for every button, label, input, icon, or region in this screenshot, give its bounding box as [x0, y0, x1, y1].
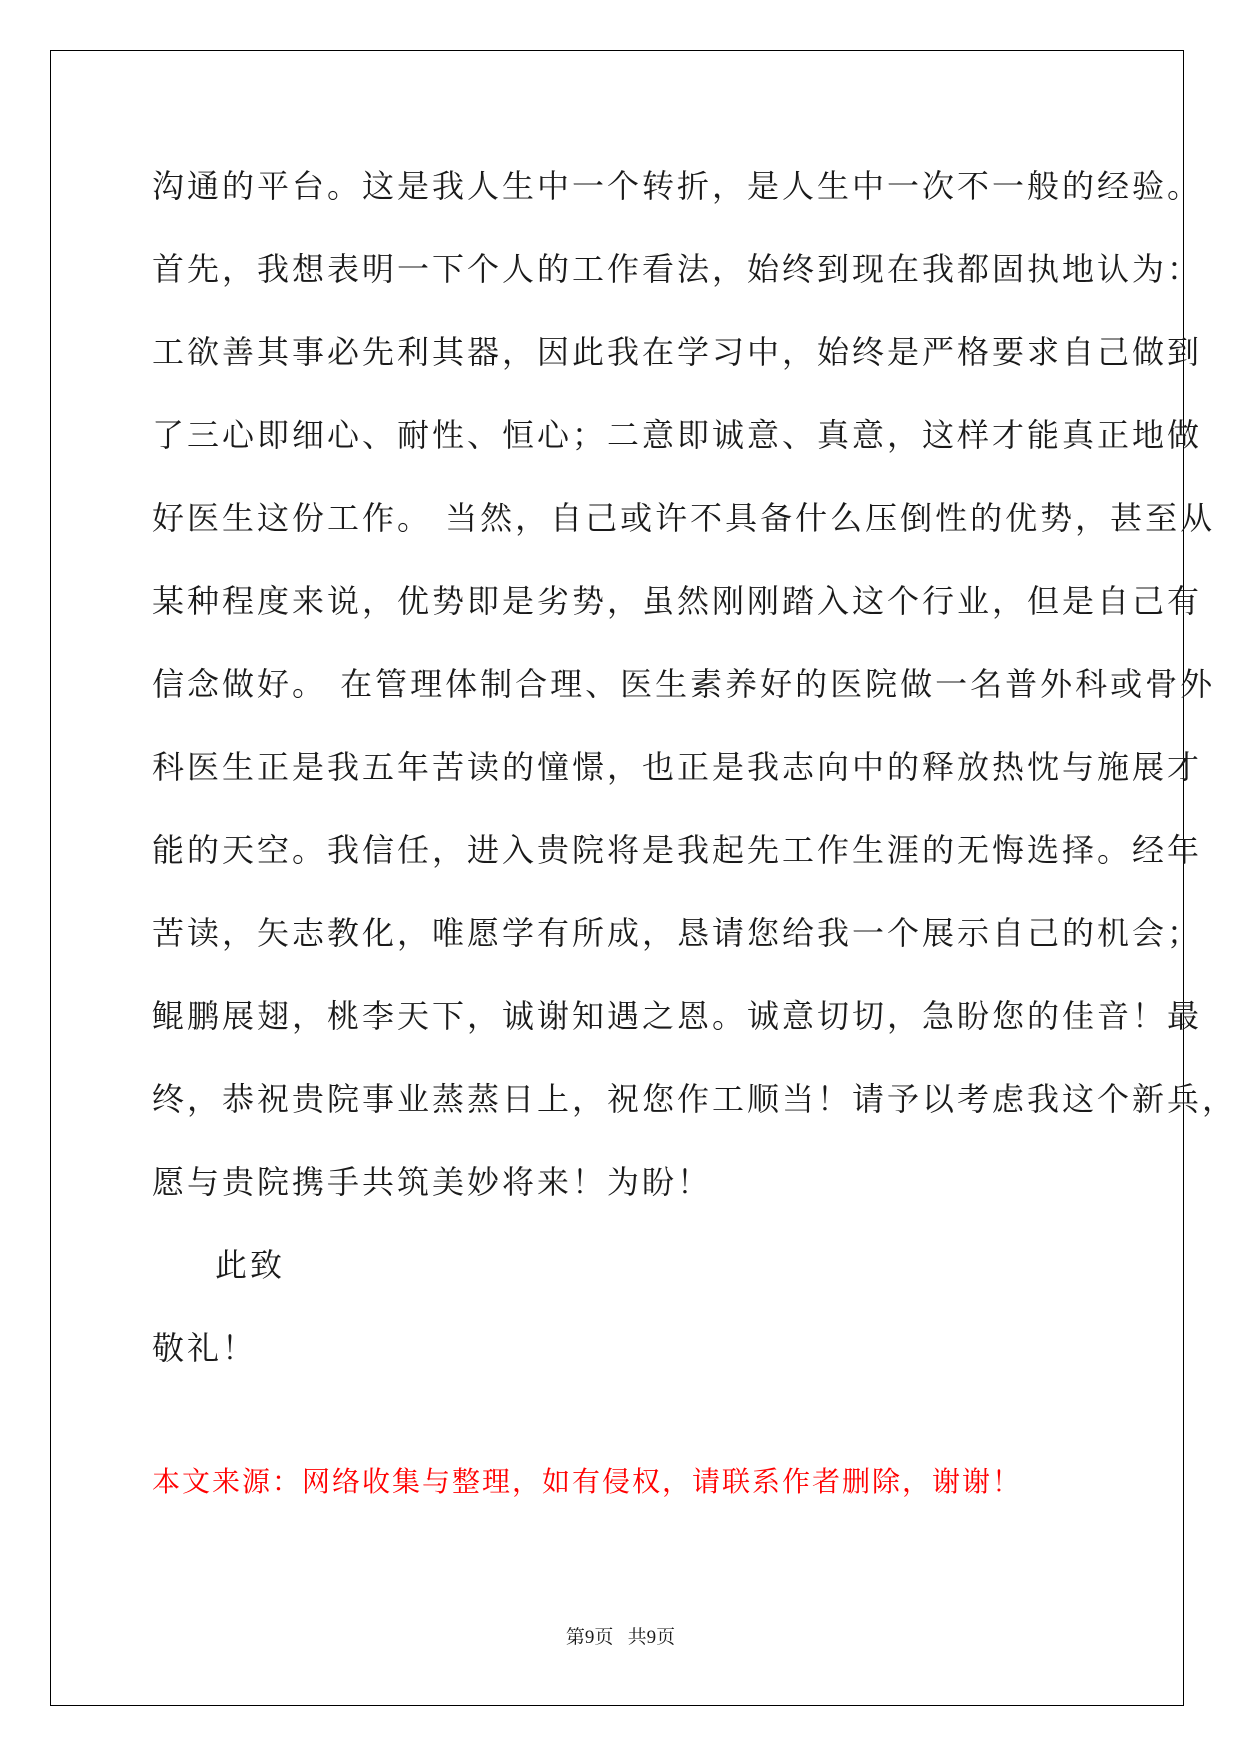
body-line: 某种程度来说，优势即是劣势，虽然刚刚踏入这个行业，但是自己有 — [152, 582, 1203, 620]
body-line: 能的天空。我信任，进入贵院将是我起先工作生涯的无悔选择。经年 — [152, 831, 1203, 869]
body-line: 沟通的平台。这是我人生中一个转折，是人生中一次不一般的经验。 — [152, 167, 1203, 205]
body-line: 工欲善其事必先利其器，因此我在学习中，始终是严格要求自己做到 — [152, 333, 1203, 371]
letter-body — [152, 160, 1238, 1405]
body-line: 首先，我想表明一下个人的工作看法，始终到现在我都固执地认为： — [152, 250, 1203, 288]
body-line: 愿与贵院携手共筑美妙将来！为盼！ — [152, 1163, 713, 1201]
body-line: 好医生这份工作。 当然，自己或许不具备什么压倒性的优势，甚至从 — [152, 499, 1216, 537]
body-line: 终，恭祝贵院事业蒸蒸日上，祝您作工顺当！请予以考虑我这个新兵， — [152, 1080, 1238, 1118]
body-line: 了三心即细心、耐性、恒心；二意即诚意、真意，这样才能真正地做 — [152, 416, 1203, 454]
body-line: 苦读，矢志教化，唯愿学有所成，恳请您给我一个展示自己的机会； — [152, 914, 1203, 952]
body-line: 此致 — [215, 1246, 286, 1284]
body-line: 科医生正是我五年苦读的憧憬，也正是我志向中的释放热忱与施展才 — [152, 748, 1203, 786]
body-line: 敬礼！ — [152, 1329, 258, 1367]
source-note: 本文来源：网络收集与整理，如有侵权，请联系作者删除，谢谢！ — [152, 1465, 1023, 1498]
body-line: 信念做好。 在管理体制合理、医生素养好的医院做一名普外科或骨外 — [152, 665, 1216, 703]
page-footer: 第9页 共9页 — [565, 1627, 676, 1648]
body-line: 鲲鹏展翅，桃李天下，诚谢知遇之恩。诚意切切，急盼您的佳音！最 — [152, 997, 1203, 1035]
